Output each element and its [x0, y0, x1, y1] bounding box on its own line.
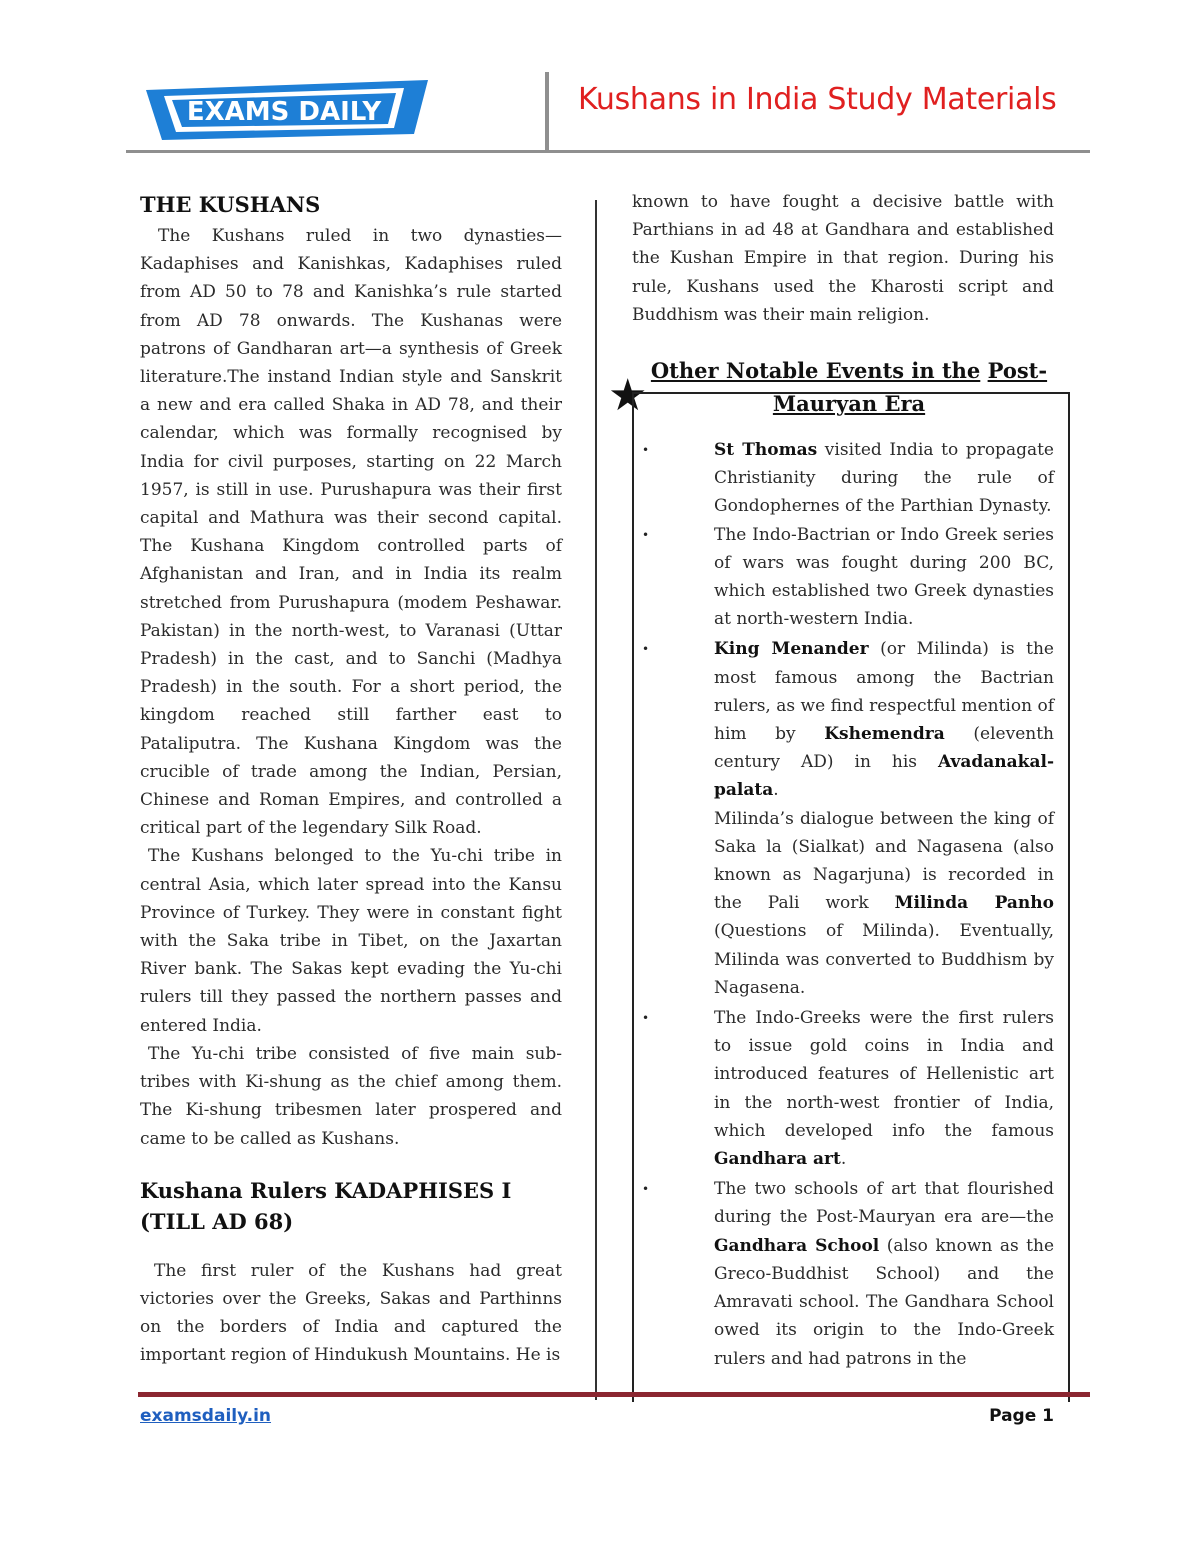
- bullet-icon: •: [642, 527, 650, 542]
- bold-term: Gandhara School: [714, 1235, 880, 1256]
- list-item-text: (eleventh century AD) in his: [714, 724, 1054, 773]
- paragraph-decisive-battle: known to have fought a decisive battle with Parthians in ad 48 at Gandhara and established the Kushan Empire in that region. During his rule, Kushans used the Kharosti script and Buddhism was their main religion.: [632, 192, 1054, 325]
- exams-daily-logo[interactable]: [142, 76, 432, 144]
- footer-rule: [138, 1392, 1090, 1397]
- list-item: [640, 1004, 1054, 1173]
- list-item-text: The Indo-Greeks were the first rulers to issue gold coins in India and introduced features of Hellenistic art in the north-west frontier of India, which developed info the famous: [714, 1008, 1054, 1141]
- box-heading-part-a: Other Notable Events in the: [650, 358, 981, 383]
- list-item-text: (Questions of Milinda). Eventually, Milinda was converted to Buddhism by Nagasena.: [714, 921, 1054, 998]
- bold-term: Milinda Panho: [894, 893, 1054, 914]
- column-divider: [595, 200, 597, 1400]
- section-heading-kadaphises: Kushana Rulers KADAPHISES I (TILL AD 68): [140, 1177, 512, 1234]
- bullet-icon: •: [642, 1011, 650, 1026]
- list-item-text: .: [773, 780, 779, 801]
- paragraph-subtribes: The Yu-chi tribe consisted of five main sub-tribes with Ki-shung as the chief among them. The Ki-shung tribesmen later prospered and came to be called as Kushans.: [140, 1043, 562, 1149]
- list-item: [640, 436, 1054, 521]
- left-column: [140, 190, 562, 1370]
- bold-term: Avadanakal-palata: [714, 752, 1054, 801]
- bullet-icon: •: [642, 443, 650, 457]
- bold-term: Gandhara art: [714, 1149, 841, 1170]
- box-heading-part-b: Post-: [987, 358, 1048, 383]
- list-item-text: (or Milinda) is the most famous among the Bactrian rulers, as we find respectful mention of him by: [714, 639, 1054, 745]
- box-heading-part-c: Mauryan Era: [772, 391, 926, 416]
- logo-text: EXAMS DAILY: [186, 97, 382, 127]
- paragraph-first-ruler: The first ruler of the Kushans had great victories over the Greeks, Sakas and Parthinns on the borders of India and captured the important region of Hindukush Mountains. He is: [140, 1260, 562, 1366]
- star-icon: ★: [608, 370, 648, 421]
- list-item-text: visited India to propagate Christianity during the rule of Gondophernes of the Parthian Dynasty.: [714, 440, 1054, 517]
- header-divider: [545, 72, 549, 152]
- document-title: Kushans in India Study Materials: [578, 82, 1057, 117]
- bullet-icon: •: [642, 642, 650, 657]
- list-item: [640, 1175, 1054, 1372]
- list-item: [640, 521, 1054, 634]
- section-heading-kushans: THE KUSHANS: [140, 192, 321, 217]
- list-item-text: The two schools of art that flourished during the Post-Mauryan era are—the: [714, 1179, 1054, 1228]
- list-item-text: .: [840, 1149, 847, 1170]
- paragraph-yuchi: The Kushans belonged to the Yu-chi tribe in central Asia, which later spread into the Kansu Province of Turkey. They were in constant fight with the Saka tribe in Tibet, on the Jaxartan River bank. The Sakas kept evading the Yu-chi rulers till they passed the northern passes and entered India.: [140, 846, 562, 1036]
- list-item-text: The Indo-Bactrian or Indo Greek series of wars was fought during 200 BC, which established two Greek dynasties at north-western India.: [714, 524, 1054, 630]
- list-item-text: (also known as the Greco-Buddhist School) and the Amravati school. The Gandhara School owed its origin to the Indo-Greek rulers and had patrons in the: [714, 1235, 1055, 1369]
- page-number: Page 1: [989, 1406, 1054, 1426]
- list-item-text: Milinda’s dialogue between the king of Saka la (Sialkat) and Nagasena (also known as Nagarjuna) is recorded in the Pali work: [714, 808, 1054, 914]
- bold-term: King Menander: [714, 639, 869, 660]
- notable-events-list: [640, 436, 1054, 1373]
- bold-term: St Thomas: [714, 440, 818, 460]
- bullet-icon: •: [642, 1182, 650, 1197]
- website-link[interactable]: examsdaily.in: [140, 1406, 272, 1426]
- paragraph-dynasties: The Kushans ruled in two dynasties— Kadaphises and Kanishkas, Kadaphises ruled from AD 50 to 78 and Kanishka’s rule started from AD 78 onwards. The Kushanas were patrons of Gandharan art—a synthesis of Greek literature.The instand Indian style and Sanskrit a new and era called Shaka in AD 78, and their calendar, which was formally recognised by India for civil purposes, starting on 22 March 1957, is still in use. Purushapura was their first capital and Mathura was their second capital. The Kushana Kingdom controlled parts of Afghanistan and Iran, and in India its realm stretched from Purushapura (modem Peshawar. Pakistan) in the north-west, to Varanasi (Uttar Pradesh) in the cast, and to Sanchi (Madhya Pradesh) in the south. For a short period, the kingdom reached still farther east to Pataliputra. The Kushana Kingdom was the crucible of trade among the Indian, Persian, Chinese and Roman Empires, and controlled a critical part of the legendary Silk Road.: [140, 226, 562, 839]
- right-column-top: [632, 188, 1054, 329]
- list-item: [640, 635, 1054, 1002]
- bold-term: Kshemendra: [824, 724, 945, 745]
- header-rule: [126, 150, 1090, 153]
